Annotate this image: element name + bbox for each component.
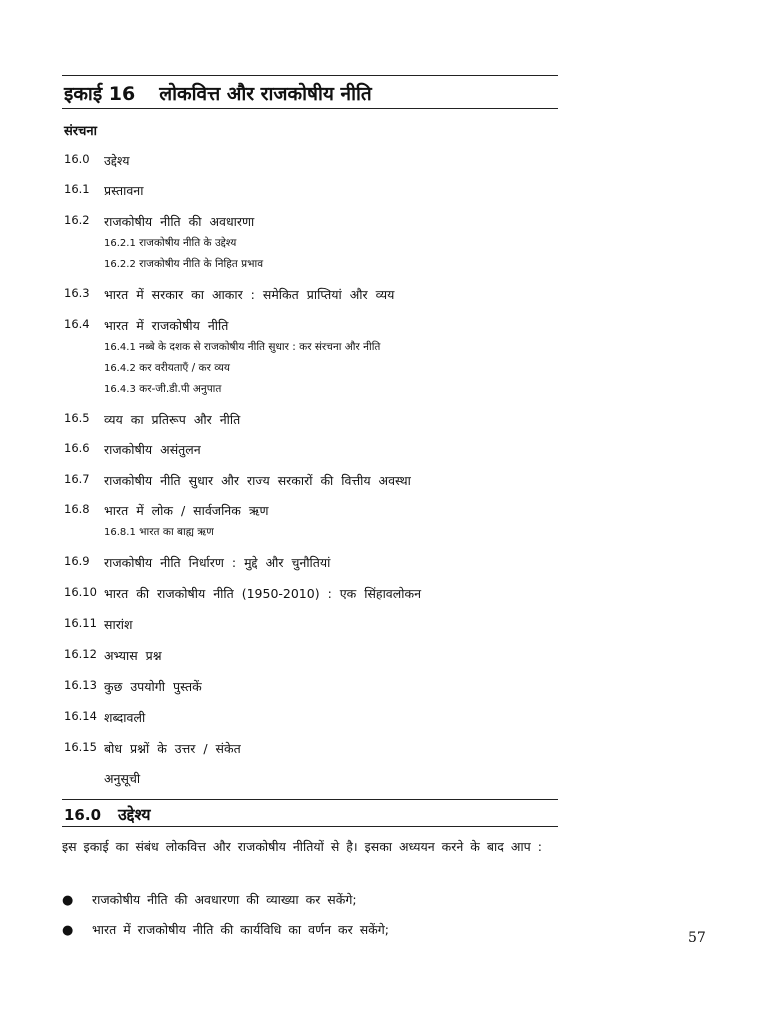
toc-item-number: 16.15 [64, 740, 97, 754]
toc-item-text: भारत में सरकार का आकार : समेकित प्राप्तियां और व्यय [104, 287, 395, 302]
section-number: 16.0 [64, 806, 102, 824]
toc-item-number: 16.10 [64, 585, 97, 599]
toc-item-text: राजकोषीय नीति की अवधारणा [104, 214, 255, 229]
toc-item-number: 16.13 [64, 678, 97, 692]
toc-item-number: 16.9 [64, 554, 90, 568]
unit-title [64, 80, 372, 106]
section-top-rule [62, 799, 558, 800]
toc-item-number: 16.0 [64, 152, 90, 166]
toc-item-text: कुछ उपयोगी पुस्तकें [104, 679, 202, 694]
toc-item-text: भारत में राजकोषीय नीति [104, 318, 229, 333]
toc-item-number: 16.12 [64, 647, 97, 661]
section-intro: इस इकाई का संबंध लोकवित्त और राजकोषीय नीतियों से है। इसका अध्ययन करने के बाद आप : [62, 839, 542, 854]
objective-text: राजकोषीय नीति की अवधारणा की व्याख्या कर सकेंगे; [92, 892, 357, 907]
top-rule [62, 75, 558, 76]
toc-subitem [104, 257, 263, 271]
toc-subitem [104, 340, 380, 354]
toc-subitem-number: 16.2.1 [104, 238, 136, 249]
toc-subitem [104, 361, 230, 375]
toc-subitem-number: 16.4.3 [104, 384, 136, 395]
section-bottom-rule [62, 826, 558, 827]
toc-item-number: 16.6 [64, 441, 90, 455]
toc-item-text: राजकोषीय असंतुलन [104, 442, 201, 457]
toc-item-text: प्रस्तावना [104, 183, 144, 198]
toc-subitem-text: भारत का बाह्य ऋण [139, 526, 214, 538]
toc-item-text: भारत में लोक / सार्वजनिक ऋण [104, 503, 269, 518]
toc-item-number: 16.5 [64, 411, 90, 425]
bullet-icon: ● [62, 893, 74, 908]
unit-label: इकाई 16 [64, 83, 136, 105]
unit-title-text: लोकवित्त और राजकोषीय नीति [159, 83, 372, 105]
toc-item-number: 16.8 [64, 502, 90, 516]
toc-subitem-number: 16.8.1 [104, 527, 136, 538]
toc-item-text: राजकोषीय नीति सुधार और राज्य सरकारों की वित्तीय अवस्था [104, 473, 411, 488]
toc-subitem-number: 16.4.2 [104, 363, 136, 374]
toc-item-number: 16.3 [64, 286, 90, 300]
toc-item-number: 16.2 [64, 213, 90, 227]
toc-subitem-text: नब्बे के दशक से राजकोषीय नीति सुधार : कर संरचना और नीति [139, 341, 381, 353]
toc-item-text: शब्दावली [104, 710, 146, 725]
toc-subitem [104, 382, 221, 396]
toc-subitem-number: 16.2.2 [104, 259, 136, 270]
objective-item [62, 921, 389, 938]
toc-item-text: सारांश [104, 617, 133, 632]
toc-subitem [104, 236, 236, 250]
toc-subitem-text: राजकोषीय नीति के निहित प्रभाव [139, 258, 264, 270]
toc-item-number: 16.14 [64, 709, 97, 723]
toc-item-text: अभ्यास प्रश्न [104, 648, 162, 663]
toc-item-number: 16.4 [64, 317, 90, 331]
toc-item-text: बोध प्रश्नों के उत्तर / संकेत [104, 741, 241, 756]
toc-subitem-text: कर-जी.डी.पी अनुपात [139, 383, 222, 395]
toc-subitem [104, 525, 214, 539]
page-number: 57 [688, 930, 706, 946]
section-heading [64, 803, 151, 825]
toc-item-number: 16.7 [64, 472, 90, 486]
title-bottom-rule [62, 108, 558, 109]
toc-subitem-text: राजकोषीय नीति के उद्देश्य [139, 237, 237, 249]
toc-item-text: भारत की राजकोषीय नीति (1950-2010) : एक सिंहावलोकन [104, 586, 422, 601]
structure-label: संरचना [64, 124, 97, 139]
toc-item-text: व्यय का प्रतिरूप और नीति [104, 412, 241, 427]
toc-item-number: 16.1 [64, 182, 90, 196]
objective-item [62, 891, 357, 908]
toc-subitem-text: कर वरीयताएँ / कर व्यय [139, 362, 230, 374]
section-title: उद्देश्य [118, 805, 151, 824]
objective-text: भारत में राजकोषीय नीति की कार्यविधि का वर्णन कर सकेंगे; [92, 922, 390, 937]
toc-item-number: 16.11 [64, 616, 97, 630]
toc-subitem-number: 16.4.1 [104, 342, 136, 353]
toc-item-text: अनुसूची [104, 771, 141, 786]
bullet-icon: ● [62, 923, 74, 938]
toc-item-text: उद्देश्य [104, 153, 130, 168]
toc-item-text: राजकोषीय नीति निर्धारण : मुद्दे और चुनौतियां [104, 555, 331, 570]
